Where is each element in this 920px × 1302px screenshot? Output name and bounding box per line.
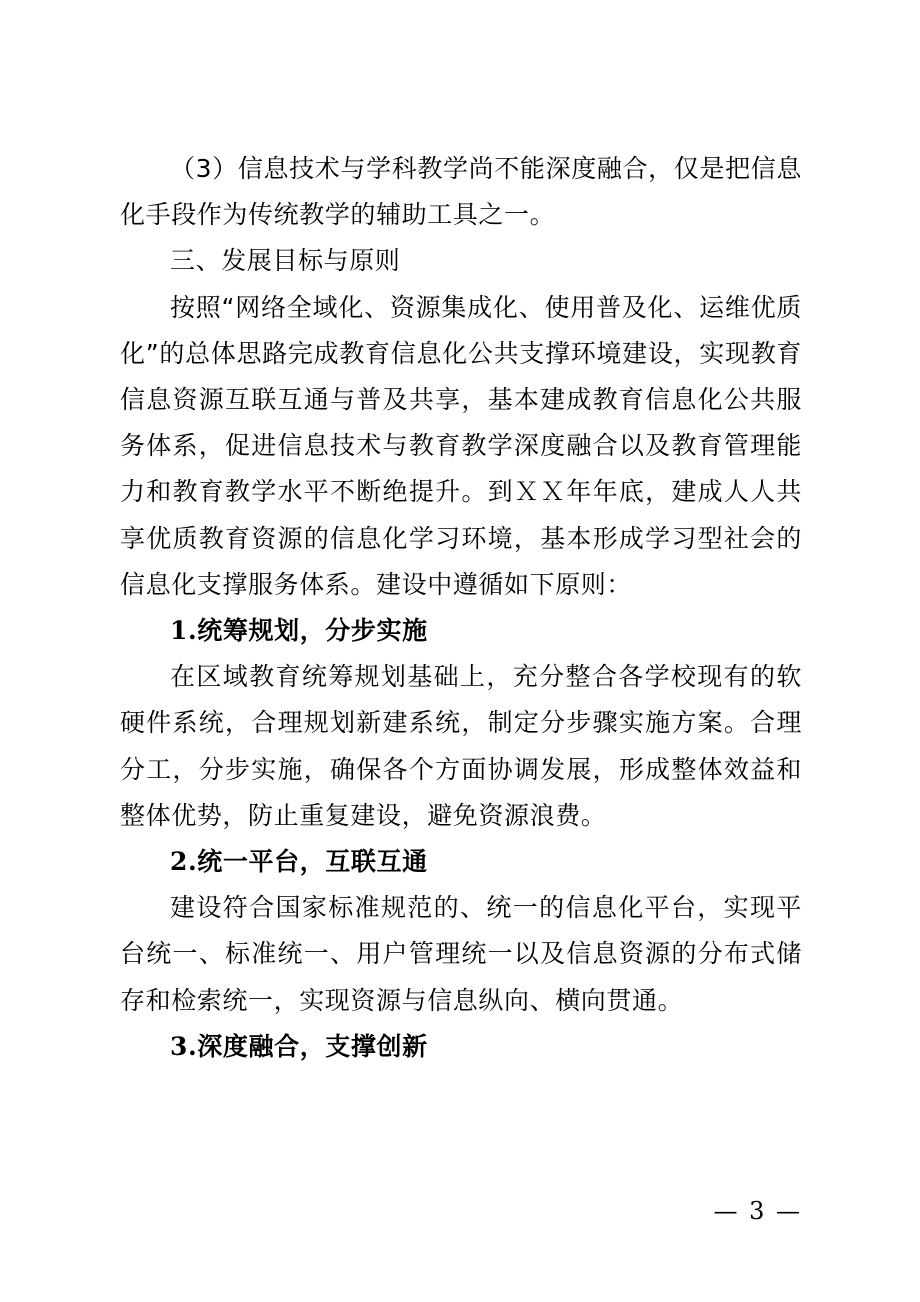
principle-1-body: 在区域教育统筹规划基础上，充分整合各学校现有的软硬件系统，合理规划新建系统，制定分步骤实施方案。合理分工，分步实施，确保各个方面协调发展，形成整体效益和整体优势，防止重复建设，避免资源浪费。 [120,662,802,830]
principle-3-title: 3.深度融合，支撑创新 [170,1031,428,1061]
principle-2-title: 2.统一平台，互联互通 [170,847,428,877]
principle-1-title: 1.统筹规划，分步实施 [170,616,428,646]
document-body [120,146,802,1070]
section-title: 三、发展目标与原则 [170,246,401,276]
page-number: — 3 — [713,1197,802,1225]
principle-2-body: 建设符合国家标准规范的、统一的信息化平台，实现平台统一、标准统一、用户管理统一以及信息资源的分布式储存和检索统一，实现资源与信息纵向、横向贯通。 [120,893,802,1015]
paragraph-item-3: （3）信息技术与学科教学尚不能深度融合，仅是把信息化手段作为传统教学的辅助工具之一。 [120,154,802,230]
paragraph-intro: 按照“网络全域化、资源集成化、使用普及化、运维优质化”的总体思路完成教育信息化公共支撑环境建设，实现教育信息资源互联互通与普及共享，基本建成教育信息化公共服务体系，促进信息技术与教育教学深度融合以及教育管理能力和教育教学水平不断绝提升。到ＸＸ年年底，建成人人共享优质教育资源的信息化学习环境，基本形成学习型社会的信息化支撑服务体系。建设中遵循如下原则： [120,292,802,599]
